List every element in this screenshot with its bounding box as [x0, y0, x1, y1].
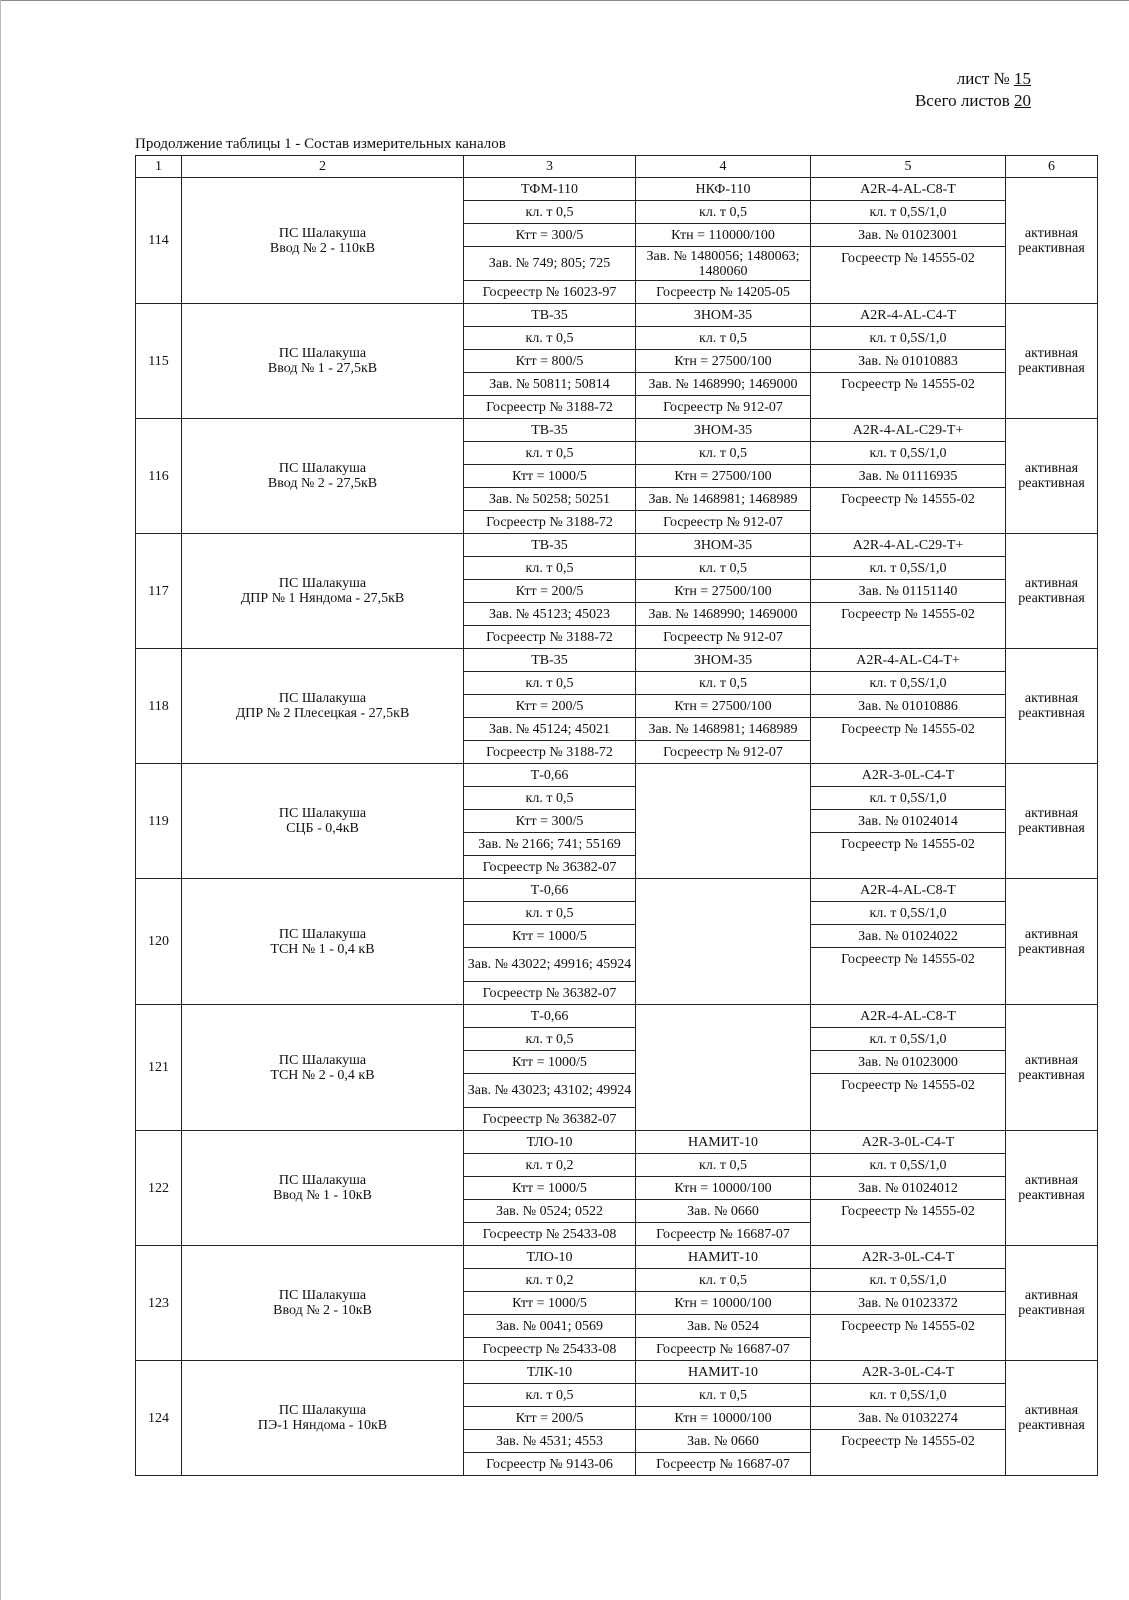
object-name-cell	[182, 1131, 464, 1246]
current-transformer-cell: Госреестр № 36382-07	[464, 982, 636, 1005]
object-name-cell	[182, 178, 464, 304]
table-row	[136, 764, 1098, 787]
current-transformer-cell: ТФМ-110	[464, 178, 636, 201]
current-transformer-cell: ТВ-35	[464, 649, 636, 672]
voltage-transformer-cell	[636, 787, 811, 810]
meter-registry-cell: Госреестр № 14555-02	[811, 718, 1006, 764]
energy-kind-active: активная	[1024, 806, 1079, 821]
energy-kind-active: активная	[1024, 576, 1079, 591]
substation-name: ПС Шалакуша	[278, 461, 367, 476]
voltage-transformer-cell	[636, 948, 811, 982]
current-transformer-cell: Зав. № 43023; 43102; 49924	[464, 1074, 636, 1108]
table-row	[136, 304, 1098, 327]
energy-kind-cell	[1006, 1361, 1098, 1476]
total-sheets-label: Всего листов	[914, 91, 1010, 110]
table-row	[136, 419, 1098, 442]
voltage-transformer-cell: Госреестр № 912-07	[636, 741, 811, 764]
current-transformer-cell: Т-0,66	[464, 1005, 636, 1028]
substation-name: ПС Шалакуша	[278, 1403, 367, 1418]
table-row	[136, 1131, 1098, 1154]
meter-cell: Зав. № 01023372	[811, 1292, 1006, 1315]
meter-registry-cell: Госреестр № 14555-02	[811, 1200, 1006, 1246]
voltage-transformer-cell: кл. т 0,5	[636, 327, 811, 350]
meter-cell: кл. т 0,5S/1,0	[811, 327, 1006, 350]
current-transformer-cell: Зав. № 0524; 0522	[464, 1200, 636, 1223]
current-transformer-cell: Госреестр № 3188-72	[464, 626, 636, 649]
scan-border-left	[0, 0, 1, 1600]
object-name-cell	[182, 1246, 464, 1361]
energy-kind-reactive: реактивная	[1018, 476, 1085, 491]
energy-kind-cell	[1006, 879, 1098, 1005]
sheet-label: лист №	[956, 69, 1010, 88]
energy-kind-active: активная	[1024, 1173, 1079, 1188]
channel-number: 114	[136, 178, 182, 304]
energy-kind-active: активная	[1024, 691, 1079, 706]
channel-number: 122	[136, 1131, 182, 1246]
substation-name: ПС Шалакуша	[278, 225, 367, 241]
voltage-transformer-cell	[636, 925, 811, 948]
current-transformer-cell: кл. т 0,5	[464, 201, 636, 224]
voltage-transformer-cell: Ктн = 27500/100	[636, 580, 811, 603]
meter-cell: кл. т 0,5S/1,0	[811, 442, 1006, 465]
voltage-transformer-cell	[636, 1074, 811, 1108]
meter-cell: кл. т 0,5S/1,0	[811, 557, 1006, 580]
total-sheets: 20	[1014, 91, 1031, 110]
voltage-transformer-cell: Госреестр № 16687-07	[636, 1453, 811, 1476]
energy-kind-cell	[1006, 1246, 1098, 1361]
current-transformer-cell: Госреестр № 25433-08	[464, 1338, 636, 1361]
meter-cell: кл. т 0,5S/1,0	[811, 1384, 1006, 1407]
energy-kind-cell	[1006, 649, 1098, 764]
current-transformer-cell: ТВ-35	[464, 304, 636, 327]
current-transformer-cell: Госреестр № 36382-07	[464, 856, 636, 879]
feeder-name: Ввод № 2 - 110кВ	[269, 240, 376, 256]
energy-kind-cell	[1006, 419, 1098, 534]
object-name-cell	[182, 764, 464, 879]
meter-cell: Зав. № 01010883	[811, 350, 1006, 373]
column-header: 6	[1006, 156, 1098, 178]
meter-cell: кл. т 0,5S/1,0	[811, 1269, 1006, 1292]
table-caption: Продолжение таблицы 1 - Состав измерительных каналов	[135, 136, 506, 152]
current-transformer-cell: Ктт = 300/5	[464, 810, 636, 833]
energy-kind-reactive: реактивная	[1018, 240, 1085, 256]
voltage-transformer-cell: Госреестр № 16687-07	[636, 1338, 811, 1361]
voltage-transformer-cell: Зав. № 1468981; 1468989	[636, 718, 811, 741]
meter-registry-cell: Госреестр № 14555-02	[811, 833, 1006, 879]
current-transformer-cell: кл. т 0,5	[464, 557, 636, 580]
meter-cell: кл. т 0,5S/1,0	[811, 902, 1006, 925]
energy-kind-active: активная	[1024, 1052, 1079, 1068]
object-name-cell	[182, 649, 464, 764]
meter-cell: A2R-4-AL-C29-T+	[811, 419, 1006, 442]
current-transformer-cell: Ктт = 200/5	[464, 580, 636, 603]
channel-number: 116	[136, 419, 182, 534]
object-name-cell	[182, 879, 464, 1005]
channel-number: 121	[136, 1005, 182, 1131]
substation-name: ПС Шалакуша	[278, 691, 367, 706]
current-transformer-cell: Зав. № 45124; 45021	[464, 718, 636, 741]
voltage-transformer-cell	[636, 1051, 811, 1074]
current-transformer-cell: кл. т 0,5	[464, 787, 636, 810]
energy-kind-reactive: реактивная	[1018, 1067, 1085, 1083]
table-row	[136, 1005, 1098, 1028]
channel-number: 118	[136, 649, 182, 764]
meter-cell: кл. т 0,5S/1,0	[811, 1028, 1006, 1051]
voltage-transformer-cell: кл. т 0,5	[636, 557, 811, 580]
voltage-transformer-cell: НАМИТ-10	[636, 1361, 811, 1384]
meter-cell: кл. т 0,5S/1,0	[811, 1154, 1006, 1177]
current-transformer-cell: Ктт = 1000/5	[464, 925, 636, 948]
voltage-transformer-cell	[636, 982, 811, 1005]
current-transformer-cell: Т-0,66	[464, 879, 636, 902]
object-name-cell	[182, 419, 464, 534]
meter-registry-cell: Госреестр № 14555-02	[811, 948, 1006, 1005]
meter-registry-cell: Госреестр № 14555-02	[811, 373, 1006, 419]
meter-cell: кл. т 0,5S/1,0	[811, 787, 1006, 810]
meter-cell: A2R-4-AL-C4-T+	[811, 649, 1006, 672]
meter-registry-cell: Госреестр № 14555-02	[811, 1430, 1006, 1476]
object-name-cell	[182, 534, 464, 649]
current-transformer-cell: Зав. № 50258; 50251	[464, 488, 636, 511]
total-sheets-line	[915, 90, 1031, 112]
substation-name: ПС Шалакуша	[278, 346, 367, 361]
substation-name: ПС Шалакуша	[278, 926, 367, 942]
column-header: 1	[136, 156, 182, 178]
channel-number: 115	[136, 304, 182, 419]
feeder-name: ДПР № 1 Няндома - 27,5кВ	[240, 591, 405, 606]
energy-kind-cell	[1006, 304, 1098, 419]
voltage-transformer-cell: Госреестр № 912-07	[636, 396, 811, 419]
current-transformer-cell: кл. т 0,2	[464, 1154, 636, 1177]
voltage-transformer-cell	[636, 810, 811, 833]
current-transformer-cell: Зав. № 43022; 49916; 45924	[464, 948, 636, 982]
object-name-cell	[182, 1005, 464, 1131]
meter-cell: Зав. № 01024014	[811, 810, 1006, 833]
current-transformer-cell: Госреестр № 3188-72	[464, 741, 636, 764]
meter-cell: Зав. № 01023001	[811, 224, 1006, 247]
voltage-transformer-cell	[636, 1108, 811, 1131]
meter-cell: Зав. № 01024022	[811, 925, 1006, 948]
channel-number: 124	[136, 1361, 182, 1476]
meter-cell: A2R-3-0L-C4-T	[811, 1131, 1006, 1154]
feeder-name: СЦБ - 0,4кВ	[286, 821, 359, 836]
voltage-transformer-cell: Зав. № 0524	[636, 1315, 811, 1338]
voltage-transformer-cell: Ктн = 110000/100	[636, 224, 811, 247]
column-header: 2	[182, 156, 464, 178]
voltage-transformer-cell	[636, 879, 811, 902]
voltage-transformer-cell	[636, 1028, 811, 1051]
current-transformer-cell: ТВ-35	[464, 419, 636, 442]
voltage-transformer-cell: ЗНОМ-35	[636, 419, 811, 442]
voltage-transformer-cell: Зав. № 1468981; 1468989	[636, 488, 811, 511]
energy-kind-reactive: реактивная	[1018, 1188, 1085, 1203]
energy-kind-reactive: реактивная	[1018, 591, 1085, 606]
current-transformer-cell: Ктт = 1000/5	[464, 1292, 636, 1315]
voltage-transformer-cell: кл. т 0,5	[636, 442, 811, 465]
meter-cell: A2R-4-AL-C8-T	[811, 178, 1006, 201]
energy-kind-cell	[1006, 534, 1098, 649]
voltage-transformer-cell: Ктн = 27500/100	[636, 695, 811, 718]
table-row	[136, 649, 1098, 672]
meter-cell: кл. т 0,5S/1,0	[811, 672, 1006, 695]
column-header: 3	[464, 156, 636, 178]
energy-kind-active: активная	[1024, 1403, 1079, 1418]
energy-kind-cell	[1006, 764, 1098, 879]
current-transformer-cell: Зав. № 749; 805; 725	[464, 247, 636, 281]
voltage-transformer-cell: НКФ-110	[636, 178, 811, 201]
feeder-name: Ввод № 2 - 27,5кВ	[267, 476, 378, 491]
voltage-transformer-cell: Зав. № 1480056; 1480063; 1480060	[636, 247, 811, 281]
energy-kind-active: активная	[1024, 926, 1079, 942]
voltage-transformer-cell: Зав. № 0660	[636, 1200, 811, 1223]
voltage-transformer-cell	[636, 856, 811, 879]
voltage-transformer-cell: Зав. № 0660	[636, 1430, 811, 1453]
current-transformer-cell: кл. т 0,5	[464, 1384, 636, 1407]
feeder-name: ТСН № 2 - 0,4 кВ	[270, 1067, 375, 1083]
scan-border-top	[0, 0, 1129, 1]
table-row	[136, 534, 1098, 557]
sheet-number-line	[915, 68, 1031, 90]
current-transformer-cell: кл. т 0,5	[464, 902, 636, 925]
meter-cell: кл. т 0,5S/1,0	[811, 201, 1006, 224]
voltage-transformer-cell	[636, 1005, 811, 1028]
energy-kind-cell	[1006, 178, 1098, 304]
substation-name: ПС Шалакуша	[278, 1173, 367, 1188]
energy-kind-active: активная	[1024, 346, 1079, 361]
measurement-channels-table	[135, 155, 1098, 1476]
current-transformer-cell: Госреестр № 9143-06	[464, 1453, 636, 1476]
voltage-transformer-cell: Госреестр № 16687-07	[636, 1223, 811, 1246]
sheet-number: 15	[1014, 69, 1031, 88]
substation-name: ПС Шалакуша	[278, 1288, 367, 1303]
channel-number: 117	[136, 534, 182, 649]
current-transformer-cell: ТЛО-10	[464, 1131, 636, 1154]
meter-cell: A2R-3-0L-C4-T	[811, 764, 1006, 787]
meter-registry-cell: Госреестр № 14555-02	[811, 1315, 1006, 1361]
voltage-transformer-cell: НАМИТ-10	[636, 1131, 811, 1154]
current-transformer-cell: Зав. № 0041; 0569	[464, 1315, 636, 1338]
energy-kind-active: активная	[1024, 1288, 1079, 1303]
meter-cell: Зав. № 01116935	[811, 465, 1006, 488]
voltage-transformer-cell: ЗНОМ-35	[636, 649, 811, 672]
substation-name: ПС Шалакуша	[278, 806, 367, 821]
channel-number: 123	[136, 1246, 182, 1361]
voltage-transformer-cell: Ктн = 10000/100	[636, 1292, 811, 1315]
voltage-transformer-cell: кл. т 0,5	[636, 672, 811, 695]
current-transformer-cell: кл. т 0,2	[464, 1269, 636, 1292]
current-transformer-cell: Ктт = 1000/5	[464, 1051, 636, 1074]
energy-kind-reactive: реактивная	[1018, 1303, 1085, 1318]
current-transformer-cell: Госреестр № 16023-97	[464, 281, 636, 304]
energy-kind-active: активная	[1024, 461, 1079, 476]
voltage-transformer-cell: Ктн = 10000/100	[636, 1177, 811, 1200]
current-transformer-cell: Ктт = 200/5	[464, 1407, 636, 1430]
meter-cell: Зав. № 01010886	[811, 695, 1006, 718]
current-transformer-cell: кл. т 0,5	[464, 442, 636, 465]
table-row	[136, 178, 1098, 201]
table-row	[136, 879, 1098, 902]
voltage-transformer-cell	[636, 833, 811, 856]
voltage-transformer-cell: кл. т 0,5	[636, 1384, 811, 1407]
voltage-transformer-cell: Ктн = 10000/100	[636, 1407, 811, 1430]
current-transformer-cell: Т-0,66	[464, 764, 636, 787]
meter-cell: Зав. № 01023000	[811, 1051, 1006, 1074]
current-transformer-cell: ТЛО-10	[464, 1246, 636, 1269]
meter-cell: Зав. № 01024012	[811, 1177, 1006, 1200]
meter-registry-cell: Госреестр № 14555-02	[811, 247, 1006, 304]
voltage-transformer-cell: Госреестр № 912-07	[636, 626, 811, 649]
meter-cell: A2R-3-0L-C4-T	[811, 1246, 1006, 1269]
meter-registry-cell: Госреестр № 14555-02	[811, 603, 1006, 649]
feeder-name: Ввод № 1 - 10кВ	[273, 1188, 372, 1203]
voltage-transformer-cell: кл. т 0,5	[636, 1269, 811, 1292]
channel-number: 120	[136, 879, 182, 1005]
table-row	[136, 1246, 1098, 1269]
object-name-cell	[182, 1361, 464, 1476]
current-transformer-cell: Зав. № 45123; 45023	[464, 603, 636, 626]
meter-cell: A2R-4-AL-C29-T+	[811, 534, 1006, 557]
current-transformer-cell: Зав. № 2166; 741; 55169	[464, 833, 636, 856]
meter-cell: A2R-4-AL-C8-T	[811, 879, 1006, 902]
column-header: 5	[811, 156, 1006, 178]
current-transformer-cell: Госреестр № 25433-08	[464, 1223, 636, 1246]
header-row	[136, 156, 1098, 178]
current-transformer-cell: Ктт = 300/5	[464, 224, 636, 247]
current-transformer-cell: Ктт = 800/5	[464, 350, 636, 373]
energy-kind-reactive: реактивная	[1018, 821, 1085, 836]
substation-name: ПС Шалакуша	[278, 576, 367, 591]
table-row	[136, 1361, 1098, 1384]
current-transformer-cell: кл. т 0,5	[464, 1028, 636, 1051]
voltage-transformer-cell: Ктн = 27500/100	[636, 350, 811, 373]
energy-kind-reactive: реактивная	[1018, 706, 1085, 721]
current-transformer-cell: кл. т 0,5	[464, 327, 636, 350]
voltage-transformer-cell	[636, 764, 811, 787]
voltage-transformer-cell: кл. т 0,5	[636, 201, 811, 224]
meter-registry-cell: Госреестр № 14555-02	[811, 1074, 1006, 1131]
meter-cell: A2R-3-0L-C4-T	[811, 1361, 1006, 1384]
feeder-name: Ввод № 1 - 27,5кВ	[267, 361, 378, 376]
voltage-transformer-cell: НАМИТ-10	[636, 1246, 811, 1269]
voltage-transformer-cell: Госреестр № 14205-05	[636, 281, 811, 304]
current-transformer-cell: ТЛК-10	[464, 1361, 636, 1384]
channel-number: 119	[136, 764, 182, 879]
feeder-name: ПЭ-1 Няндома - 10кВ	[257, 1418, 388, 1433]
current-transformer-cell: Ктт = 1000/5	[464, 465, 636, 488]
energy-kind-reactive: реактивная	[1018, 1418, 1085, 1433]
current-transformer-cell: Ктт = 200/5	[464, 695, 636, 718]
energy-kind-reactive: реактивная	[1018, 361, 1085, 376]
current-transformer-cell: кл. т 0,5	[464, 672, 636, 695]
energy-kind-active: активная	[1024, 225, 1079, 241]
energy-kind-reactive: реактивная	[1018, 941, 1085, 957]
voltage-transformer-cell: кл. т 0,5	[636, 1154, 811, 1177]
sheet-info	[915, 68, 1031, 112]
feeder-name: Ввод № 2 - 10кВ	[273, 1303, 372, 1318]
voltage-transformer-cell: Зав. № 1468990; 1469000	[636, 603, 811, 626]
voltage-transformer-cell: ЗНОМ-35	[636, 304, 811, 327]
current-transformer-cell: ТВ-35	[464, 534, 636, 557]
voltage-transformer-cell: ЗНОМ-35	[636, 534, 811, 557]
current-transformer-cell: Зав. № 4531; 4553	[464, 1430, 636, 1453]
energy-kind-cell	[1006, 1005, 1098, 1131]
column-header: 4	[636, 156, 811, 178]
voltage-transformer-cell: Зав. № 1468990; 1469000	[636, 373, 811, 396]
meter-cell: A2R-4-AL-C4-T	[811, 304, 1006, 327]
voltage-transformer-cell	[636, 902, 811, 925]
meter-cell: Зав. № 01032274	[811, 1407, 1006, 1430]
voltage-transformer-cell: Ктн = 27500/100	[636, 465, 811, 488]
feeder-name: ТСН № 1 - 0,4 кВ	[270, 941, 375, 957]
current-transformer-cell: Госреестр № 3188-72	[464, 396, 636, 419]
energy-kind-cell	[1006, 1131, 1098, 1246]
current-transformer-cell: Ктт = 1000/5	[464, 1177, 636, 1200]
current-transformer-cell: Госреестр № 36382-07	[464, 1108, 636, 1131]
current-transformer-cell: Зав. № 50811; 50814	[464, 373, 636, 396]
voltage-transformer-cell: Госреестр № 912-07	[636, 511, 811, 534]
meter-cell: Зав. № 01151140	[811, 580, 1006, 603]
meter-cell: A2R-4-AL-C8-T	[811, 1005, 1006, 1028]
object-name-cell	[182, 304, 464, 419]
current-transformer-cell: Госреестр № 3188-72	[464, 511, 636, 534]
meter-registry-cell: Госреестр № 14555-02	[811, 488, 1006, 534]
feeder-name: ДПР № 2 Плесецкая - 27,5кВ	[235, 706, 410, 721]
substation-name: ПС Шалакуша	[278, 1052, 367, 1068]
